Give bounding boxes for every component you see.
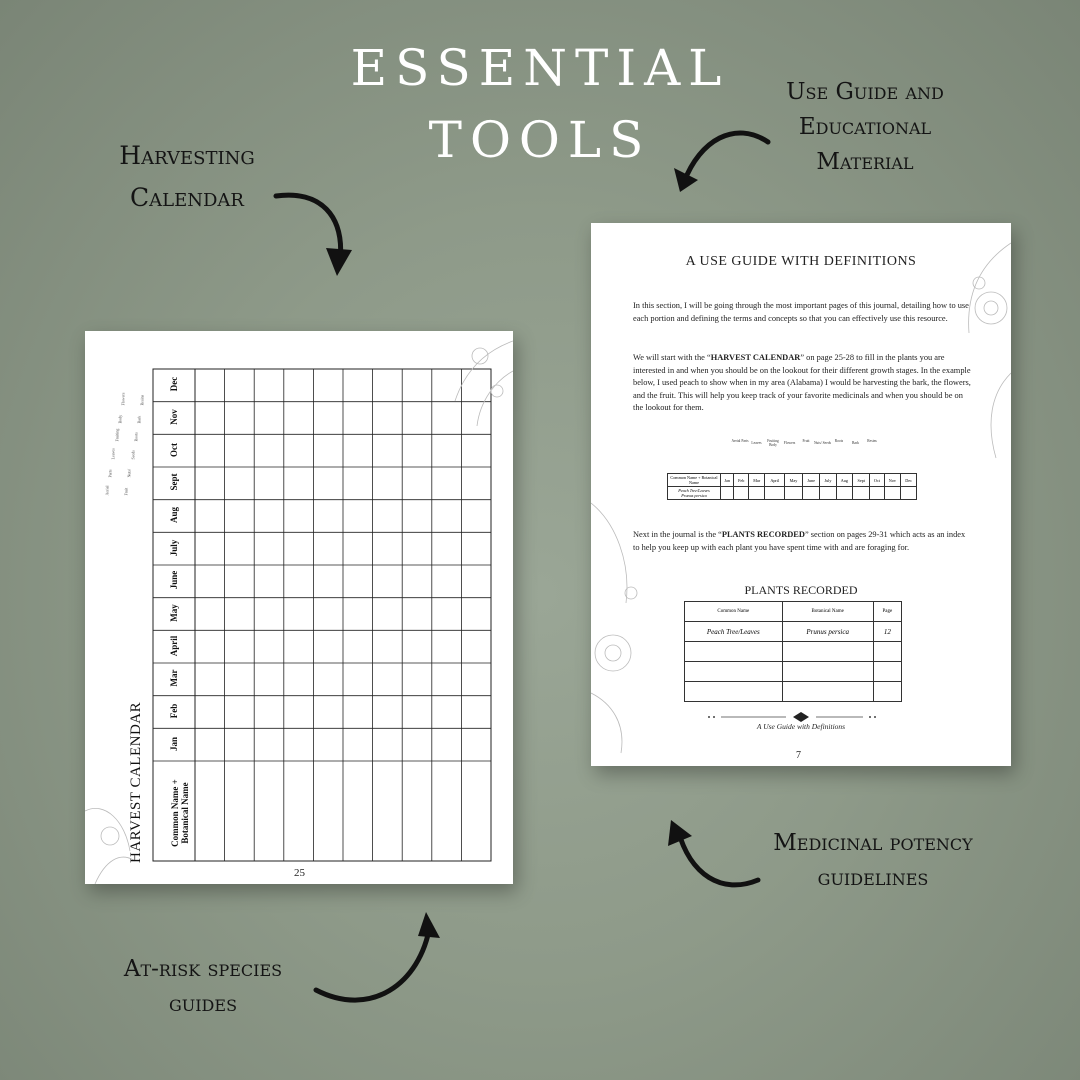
mini-legend-label: Roots <box>834 439 844 443</box>
calendar-month-label: July <box>169 539 179 556</box>
callout-at-risk <box>105 952 301 1022</box>
text-fragment: Next in the journal is the “ <box>633 530 722 539</box>
callout-line: guidelines <box>817 865 929 891</box>
mini-month-cell <box>721 487 734 500</box>
mini-legend-label: Fruiting Body <box>767 439 779 447</box>
table-cell: Peach Tree/Leaves <box>685 622 783 642</box>
mini-month-header: April <box>765 474 785 487</box>
mini-month-header: Jan <box>721 474 734 487</box>
text-fragment: We will start with the “ <box>633 353 711 362</box>
arrow-medicinal-head <box>668 820 692 846</box>
callout-line: Use Guide and <box>786 79 944 105</box>
callout-line: Material <box>816 149 914 175</box>
mini-name-header: Common Name + Botanical Name <box>668 474 721 487</box>
calendar-month-label: June <box>169 571 179 590</box>
mini-legend-label: Leaves <box>751 441 762 445</box>
callout-line: At-risk species <box>123 956 283 982</box>
mini-month-cell <box>749 487 765 500</box>
intro-paragraph: In this section, I will be going through the most important pages of this journal, detailing how to use each portion and defining the terms and concepts so that you can effectively use this resource. <box>633 301 969 323</box>
legend-label: Roots <box>133 432 139 442</box>
callout-medicinal <box>755 826 991 896</box>
calendar-month-label: Mar <box>169 669 179 687</box>
callout-harvesting-calendar <box>98 138 276 215</box>
mini-legend-label: Nuts/ Seeds <box>813 441 832 445</box>
mini-month-header: Oct <box>870 474 884 487</box>
floral-corner-icon <box>85 331 513 884</box>
use-guide-page <box>591 223 1011 766</box>
table-cell <box>685 662 783 682</box>
arrow-harvest-head <box>326 248 352 276</box>
mini-harvest-table <box>667 473 917 500</box>
legend-label: Nuts/ <box>126 468 132 478</box>
mini-month-header: July <box>820 474 836 487</box>
legend-label: Aerial <box>104 485 110 496</box>
mini-row-botanical: Prunus persica <box>681 493 707 498</box>
mini-legend-label: Flowers <box>783 441 796 445</box>
calendar-month-label: Aug <box>169 507 179 524</box>
callout-line: Medicinal potency <box>773 830 973 856</box>
calendar-month-label: Sept <box>169 473 179 491</box>
legend-label: Body <box>117 414 123 424</box>
table-cell: 12 <box>873 622 901 642</box>
table-row <box>685 682 902 702</box>
mini-legend-label: Aerial Parts <box>731 439 749 443</box>
mini-month-header: Sept <box>853 474 870 487</box>
legend-label: Fruit <box>123 487 129 496</box>
mini-month-cell <box>734 487 749 500</box>
arrow-atrisk-head <box>418 912 440 938</box>
legend-label: Flowers <box>120 392 126 406</box>
arrow-medicinal-curve <box>678 830 758 885</box>
mini-month-header: Dec <box>901 474 917 487</box>
calendar-month-label: April <box>169 635 179 656</box>
table-cell <box>782 682 873 702</box>
arrow-atrisk-curve <box>316 925 430 1000</box>
callout-line: Calendar <box>130 183 244 212</box>
legend-label: Resins <box>139 394 145 406</box>
arrow-harvest-curve <box>276 195 341 262</box>
plants-recorded-table <box>684 601 902 702</box>
legend-label: Seeds <box>130 450 136 460</box>
callout-line: Harvesting <box>119 141 255 170</box>
mini-month-cell <box>785 487 803 500</box>
page-footer: A Use Guide with Definitions <box>756 722 846 731</box>
plants-table-header: Common Name <box>685 602 783 622</box>
mini-legend-label: Bark <box>852 441 859 445</box>
mini-month-cell <box>802 487 820 500</box>
callout-line: guides <box>168 991 238 1017</box>
mini-month-cell <box>853 487 870 500</box>
mini-month-header: May <box>785 474 803 487</box>
harvest-calendar-page <box>85 331 513 884</box>
callout-line: Educational <box>798 114 932 140</box>
calendar-month-label: Dec <box>169 377 179 392</box>
table-row <box>685 662 902 682</box>
calendar-title: HARVEST CALENDAR <box>128 701 144 863</box>
mini-month-cell <box>884 487 901 500</box>
table-cell <box>782 662 873 682</box>
table-cell <box>685 642 783 662</box>
text-fragment: ” on page 25-28 to fill in the plants you are interested in and when you should be on the lookout for their different growth stages. In the example below, I used peach to show when in my area (Alabama) I would be harvesting the bark, the flowers, and the fruit. This will help you keep track of your favorite medicinals and when you should be on the lookout for them. <box>633 353 971 413</box>
table-cell: Prunus persica <box>782 622 873 642</box>
text-fragment: ” section on pages 29-31 which acts as an index to help you keep up with each plant you have spent time with and are foraging for. <box>633 530 966 552</box>
plants-paragraph <box>633 529 971 554</box>
mini-month-cell <box>870 487 884 500</box>
legend-label: Parts <box>107 469 113 478</box>
page-number: 7 <box>796 750 801 761</box>
callout-use-guide <box>770 75 960 180</box>
mini-month-cell <box>765 487 785 500</box>
table-cell <box>873 682 901 702</box>
calendar-month-label: Nov <box>169 409 179 425</box>
mini-month-header: Nov <box>884 474 901 487</box>
mini-month-header: Aug <box>836 474 853 487</box>
table-cell <box>685 682 783 702</box>
mini-row-common: Peach Tree/Leaves <box>678 488 710 493</box>
plants-recorded-label: PLANTS RECORDED <box>721 530 805 539</box>
mini-legend-label: Resins <box>867 439 877 443</box>
heading-line2: TOOLS <box>428 111 652 169</box>
table-cell <box>873 662 901 682</box>
mini-month-cell <box>820 487 836 500</box>
plants-table-header: Page <box>873 602 901 622</box>
mini-month-cell <box>901 487 917 500</box>
mini-month-header: Mar <box>749 474 765 487</box>
calendar-month-label: May <box>169 604 179 622</box>
table-row <box>685 622 902 642</box>
mini-month-header: June <box>802 474 820 487</box>
calendar-name-header: Common Name + Botanical Name <box>170 779 190 847</box>
mini-row-name <box>668 487 721 500</box>
use-guide-title: A USE GUIDE WITH DEFINITIONS <box>685 254 917 269</box>
table-cell <box>873 642 901 662</box>
table-cell <box>782 642 873 662</box>
mini-month-header: Feb <box>734 474 749 487</box>
legend-label: Fruiting <box>114 428 120 442</box>
mini-legend-label: Fruit <box>802 439 810 443</box>
page-number: 25 <box>294 867 305 879</box>
table-row <box>685 642 902 662</box>
calendar-month-label: Jan <box>169 736 179 751</box>
calendar-month-label: Oct <box>169 442 179 457</box>
calendar-month-label: Feb <box>169 703 179 719</box>
mini-legend <box>731 439 881 463</box>
legend-label: Leaves <box>110 448 116 460</box>
legend-label: Bark <box>136 415 142 424</box>
plants-table-header: Botanical Name <box>782 602 873 622</box>
harvest-calendar-label: HARVEST CALENDAR <box>710 353 801 362</box>
heading-line1: ESSENTIAL <box>350 39 730 97</box>
plants-recorded-title: PLANTS RECORDED <box>744 583 858 597</box>
harvest-paragraph <box>633 352 971 415</box>
mini-month-cell <box>836 487 853 500</box>
